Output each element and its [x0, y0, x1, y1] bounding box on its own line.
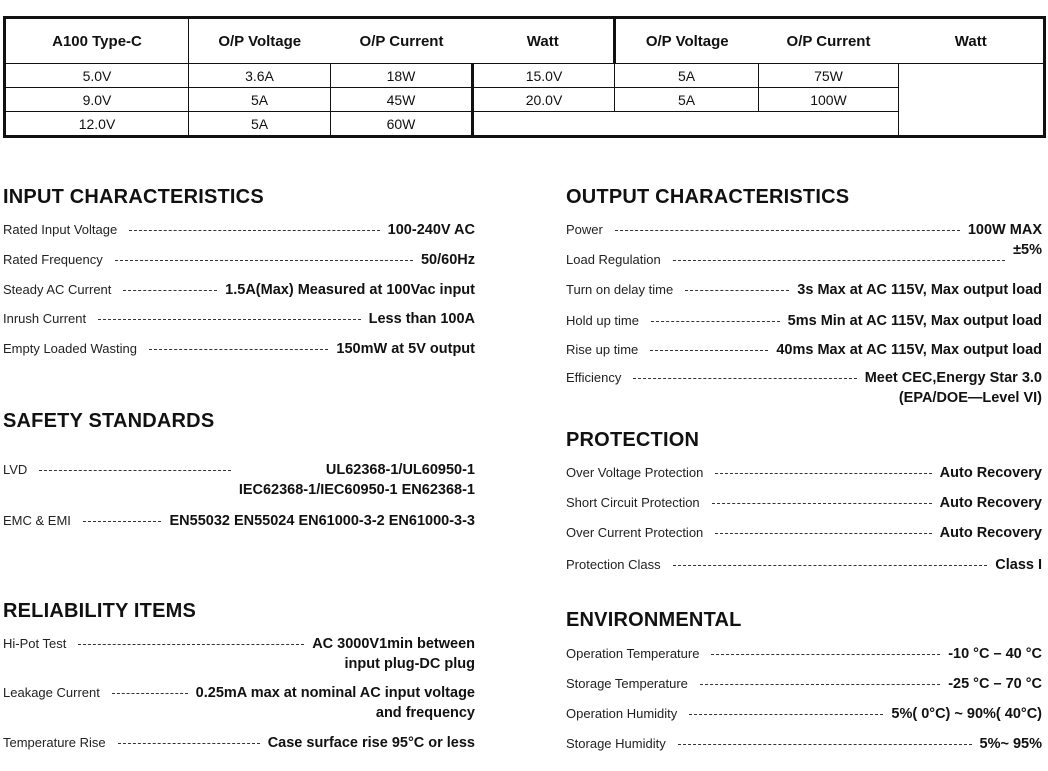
- spec-row: [566, 525, 1042, 543]
- spec-value: 3s Max at AC 115V, Max output load: [797, 282, 1042, 298]
- spec-label: Short Circuit Protection: [566, 495, 700, 510]
- output-spec-table: [3, 16, 1046, 138]
- leader-dots: [650, 350, 768, 351]
- protection-section-title: PROTECTION: [566, 429, 700, 451]
- leader-dots: [83, 521, 162, 522]
- table-row: [5, 64, 1045, 88]
- environmental-section-title: ENVIRONMENTAL: [566, 609, 742, 631]
- cell: 5A: [189, 112, 331, 137]
- spec-value: AC 3000V1min between input plug-DC plug: [312, 636, 475, 672]
- leader-dots: [149, 349, 328, 350]
- cell: 5.0V: [5, 64, 189, 88]
- safety-section-title: SAFETY STANDARDS: [3, 410, 215, 432]
- leader-dots: [78, 644, 304, 645]
- spec-value: 100W MAX: [967, 222, 1042, 238]
- spec-label: Efficiency: [566, 370, 622, 385]
- leader-dots: [715, 533, 931, 534]
- header-watt-1: Watt: [473, 18, 615, 64]
- spec-row: [3, 311, 475, 329]
- leader-dots: [711, 654, 940, 655]
- spec-row: [566, 282, 1042, 300]
- model-name: A100 Type-C: [5, 18, 189, 64]
- spec-row: [566, 646, 1042, 664]
- spec-row: [566, 736, 1042, 754]
- leader-dots: [98, 319, 361, 320]
- spec-label: Inrush Current: [3, 311, 87, 326]
- spec-label: LVD: [3, 462, 28, 477]
- cell: 5A: [615, 88, 759, 112]
- spec-label: Over Voltage Protection: [566, 465, 704, 480]
- spec-label: Turn on delay time: [566, 282, 674, 297]
- spec-label: Storage Temperature: [566, 676, 688, 691]
- spec-value: Auto Recovery: [939, 525, 1042, 541]
- spec-label: Temperature Rise: [3, 735, 106, 750]
- cell: 15.0V: [473, 64, 615, 88]
- spec-value: 5%~ 95%: [979, 736, 1042, 752]
- spec-value: 40ms Max at AC 115V, Max output load: [776, 342, 1042, 358]
- spec-row: [3, 636, 475, 674]
- header-voltage-2: O/P Voltage: [615, 18, 759, 64]
- spec-label: Load Regulation: [566, 252, 661, 267]
- cell: 20.0V: [473, 88, 615, 112]
- spec-label: Steady AC Current: [3, 282, 112, 297]
- spec-row: [566, 465, 1042, 483]
- header-voltage-1: O/P Voltage: [189, 18, 331, 64]
- leader-dots: [678, 744, 972, 745]
- spec-value: 50/60Hz: [420, 252, 475, 268]
- spec-row: [3, 252, 475, 270]
- spec-row: [566, 495, 1042, 513]
- spec-label: Hi-Pot Test: [3, 636, 67, 651]
- leader-dots: [673, 260, 1005, 261]
- spec-value: Class I: [995, 557, 1042, 573]
- leader-dots: [129, 230, 379, 231]
- spec-value: Auto Recovery: [939, 465, 1042, 481]
- cell: 18W: [331, 64, 473, 88]
- spec-row: [3, 735, 475, 753]
- leader-dots: [39, 470, 230, 471]
- spec-row: [566, 222, 1042, 240]
- leader-dots: [115, 260, 413, 261]
- spec-label: Rise up time: [566, 342, 639, 357]
- spec-value: EN55032 EN55024 EN61000-3-2 EN61000-3-3: [169, 513, 475, 529]
- spec-row: [3, 222, 475, 240]
- spec-value: Auto Recovery: [939, 495, 1042, 511]
- spec-label: Over Current Protection: [566, 525, 704, 540]
- spec-label: EMC & EMI: [3, 513, 71, 528]
- input-section-title: INPUT CHARACTERISTICS: [3, 186, 264, 208]
- header-watt-2: Watt: [899, 18, 1045, 64]
- spec-label: Operation Humidity: [566, 706, 678, 721]
- table-header-row: [5, 18, 1045, 64]
- leader-dots: [112, 693, 188, 694]
- empty-cell: [473, 112, 899, 137]
- cell: 3.6A: [189, 64, 331, 88]
- spec-label: Rated Frequency: [3, 252, 103, 267]
- spec-label: Leakage Current: [3, 685, 100, 700]
- spec-row: [3, 462, 475, 500]
- spec-value: Less than 100A: [368, 311, 475, 327]
- spec-label: Protection Class: [566, 557, 661, 572]
- leader-dots: [673, 565, 988, 566]
- cell: 9.0V: [5, 88, 189, 112]
- leader-dots: [651, 321, 780, 322]
- header-current-1: O/P Current: [331, 18, 473, 64]
- leader-dots: [123, 290, 217, 291]
- cell: 60W: [331, 112, 473, 137]
- spec-label: Rated Input Voltage: [3, 222, 118, 237]
- spec-value: Meet CEC,Energy Star 3.0 (EPA/DOE—Level VI): [864, 370, 1042, 406]
- spec-row: [3, 282, 475, 300]
- spec-value: 5ms Min at AC 115V, Max output load: [787, 313, 1042, 329]
- spec-value: UL62368-1/UL60950-1 IEC62368-1/IEC60950-1 EN62368-1: [238, 462, 475, 498]
- leader-dots: [118, 743, 260, 744]
- spec-value: ±5%: [1013, 242, 1042, 258]
- spec-row: [566, 706, 1042, 724]
- spec-row: [566, 557, 1042, 575]
- cell: 100W: [759, 88, 899, 112]
- output-section-title: OUTPUT CHARACTERISTICS: [566, 186, 850, 208]
- leader-dots: [712, 503, 932, 504]
- spec-label: Empty Loaded Wasting: [3, 341, 137, 356]
- leader-dots: [615, 230, 960, 231]
- spec-row: [3, 513, 475, 531]
- spec-value: Case surface rise 95°C or less: [267, 735, 475, 751]
- leader-dots: [700, 684, 940, 685]
- spec-value: -25 °C – 70 °C: [948, 676, 1042, 692]
- leader-dots: [685, 290, 789, 291]
- leader-dots: [715, 473, 931, 474]
- spec-label: Hold up time: [566, 313, 639, 328]
- spec-label: Storage Humidity: [566, 736, 666, 751]
- cell: 5A: [189, 88, 331, 112]
- spec-label: Operation Temperature: [566, 646, 700, 661]
- header-current-2: O/P Current: [759, 18, 899, 64]
- leader-dots: [633, 378, 856, 379]
- cell: 75W: [759, 64, 899, 88]
- spec-value: 5%( 0°C) ~ 90%( 40°C): [891, 706, 1042, 722]
- spec-row: [566, 242, 1042, 267]
- spec-value: 100-240V AC: [387, 222, 475, 238]
- spec-value: 1.5A(Max) Measured at 100Vac input: [225, 282, 475, 298]
- cell: 12.0V: [5, 112, 189, 137]
- spec-row: [3, 341, 475, 359]
- reliability-section-title: RELIABILITY ITEMS: [3, 600, 197, 622]
- table-row: [5, 112, 1045, 137]
- leader-dots: [689, 714, 883, 715]
- cell: 5A: [615, 64, 759, 88]
- spec-value: 0.25mA max at nominal AC input voltage and frequency: [195, 685, 475, 721]
- spec-row: [3, 685, 475, 723]
- spec-value: -10 °C – 40 °C: [948, 646, 1042, 662]
- spec-label: Power: [566, 222, 603, 237]
- spec-row: [566, 313, 1042, 331]
- spec-row: [566, 676, 1042, 694]
- table-row: [5, 88, 1045, 112]
- spec-value: 150mW at 5V output: [336, 341, 475, 357]
- cell: 45W: [331, 88, 473, 112]
- spec-row: [566, 370, 1042, 408]
- spec-row: [566, 342, 1042, 360]
